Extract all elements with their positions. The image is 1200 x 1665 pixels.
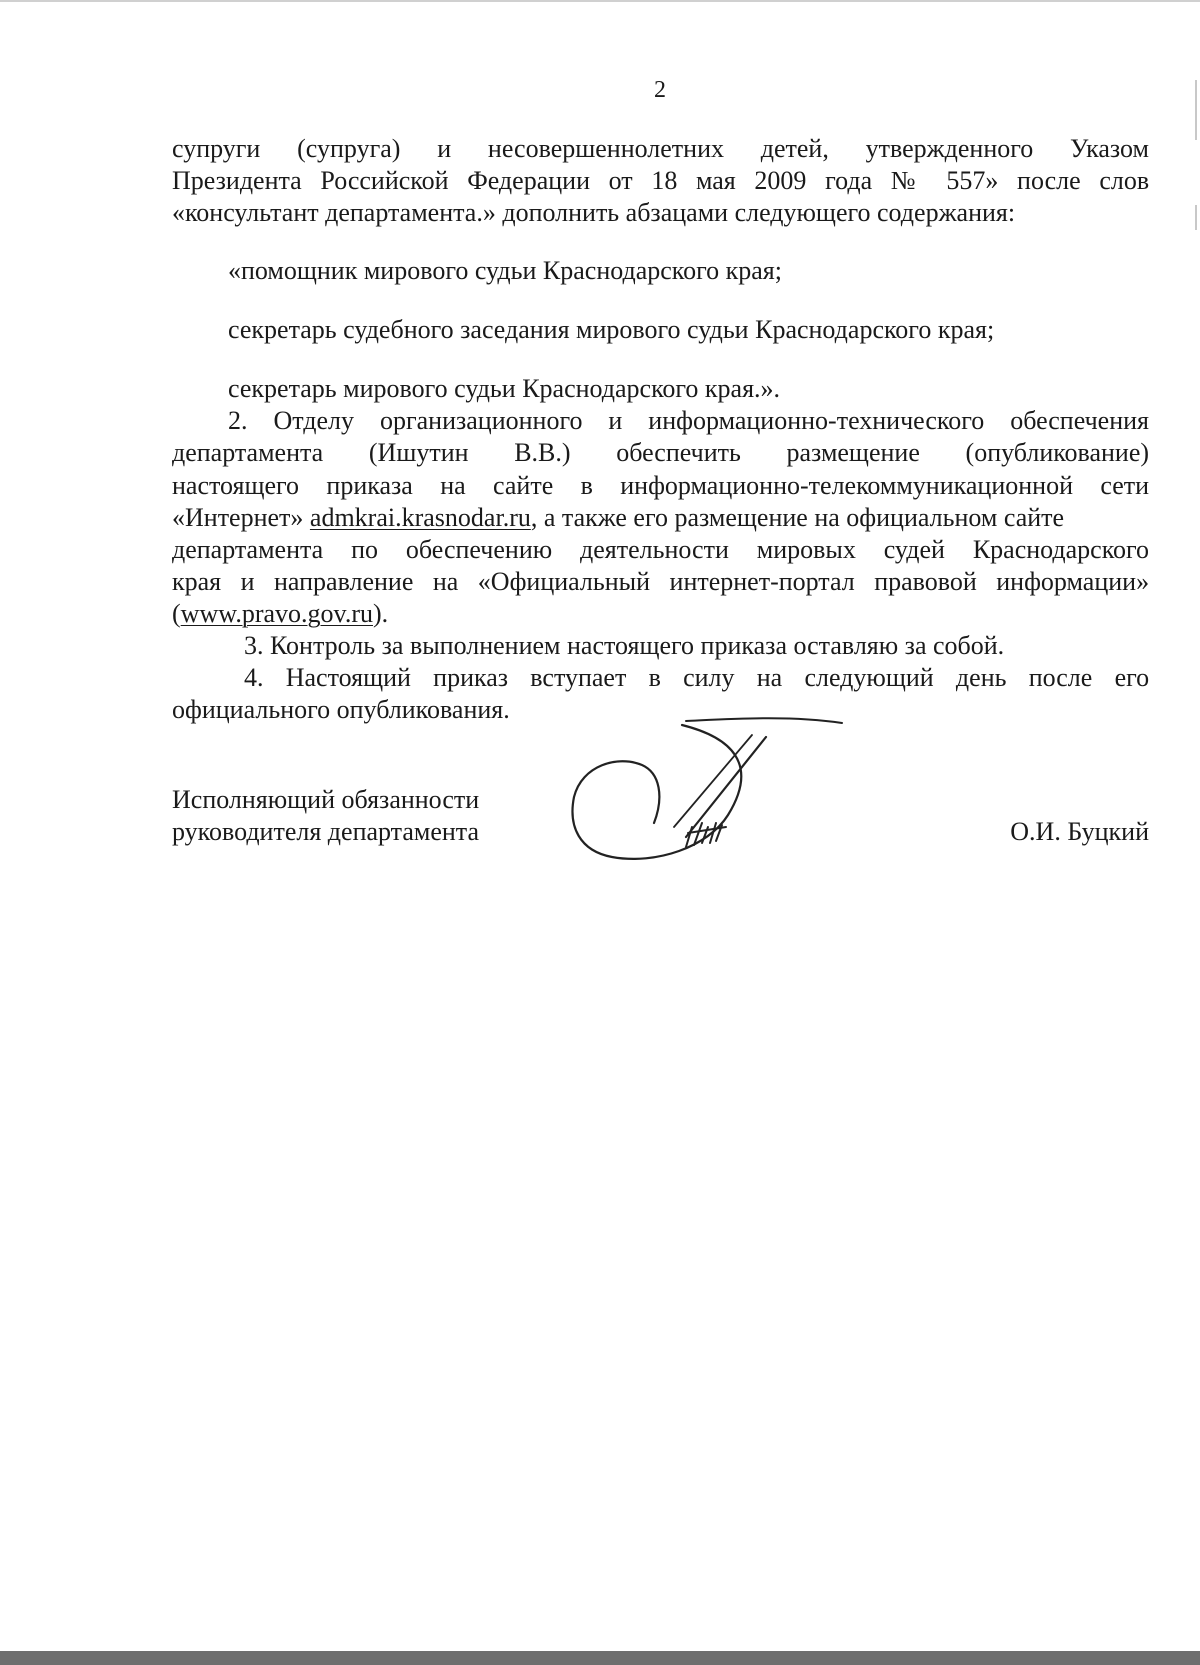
scan-top-edge <box>0 0 1200 2</box>
item-4-line: официального опубликования. <box>172 695 510 724</box>
page-number: 2 <box>654 77 666 103</box>
item-4-line: 4. Настоящий приказ вступает в силу на следующий день после его <box>244 663 1150 692</box>
quoted-paragraph: секретарь мирового судьи Краснодарского края.». <box>228 374 781 403</box>
item-2-line: департамента (Ишутин В.В.) обеспечить размещение (опубликование) <box>172 438 1150 467</box>
position-line: Исполняющий обязанности <box>172 785 480 814</box>
item-2-line: (www.pravo.gov.ru). <box>172 599 389 628</box>
handwritten-signature <box>560 715 850 865</box>
body-line: «консультант департамента.» дополнить абзацами следующего содержания: <box>172 198 1016 227</box>
scan-bottom-band <box>0 1651 1200 1665</box>
item-2-line: края и направление на «Официальный интернет-портал правовой информации» <box>172 567 1150 596</box>
item-2-line: настоящего приказа на сайте в информационно-телекоммуникационной сети <box>172 471 1150 500</box>
quoted-paragraph: секретарь судебного заседания мирового судьи Краснодарского края; <box>228 315 995 344</box>
body-line: супруги (супруга) и несовершеннолетних детей, утвержденного Указом <box>172 134 1150 163</box>
admkrai-link[interactable]: admkrai.krasnodar.ru <box>309 503 531 532</box>
quoted-paragraph: «помощник мирового судьи Краснодарского края; <box>228 256 782 285</box>
item-3-paragraph: 3. Контроль за выполнением настоящего приказа оставляю за собой. <box>244 631 1005 660</box>
signatory-name: О.И. Буцкий <box>1010 817 1149 846</box>
item-2-line: 2. Отделу организационного и информационно-технического обеспечения <box>228 406 1150 435</box>
position-line: руководителя департамента <box>172 817 480 846</box>
pravo-gov-link[interactable]: www.pravo.gov.ru <box>180 599 373 628</box>
scan-edge-mark <box>1195 205 1197 230</box>
item-2-line: «Интернет» admkrai.krasnodar.ru, а также его размещение на официальном сайте <box>172 503 1065 532</box>
body-line: Президента Российской Федерации от 18 мая 2009 года № 557» после слов <box>172 166 1150 195</box>
signatory-position <box>172 784 479 848</box>
item-2-line: департамента по обеспечению деятельности мировых судей Краснодарского <box>172 535 1150 564</box>
